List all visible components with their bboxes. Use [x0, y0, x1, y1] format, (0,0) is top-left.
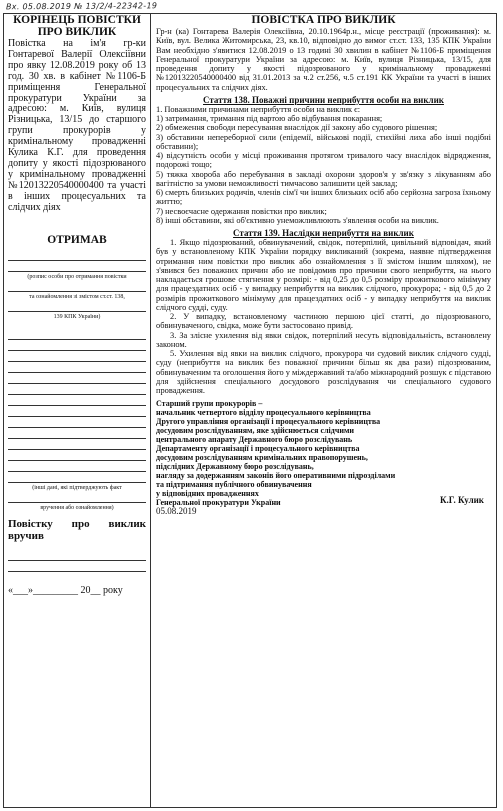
article-139-body: [151, 238, 496, 395]
signer-title-line: центрального апарату Державного бюро розслідувань: [156, 435, 353, 445]
stub-title: КОРІНЕЦЬ ПОВІСТКИ ПРО ВИКЛИК: [13, 14, 141, 38]
notice-column: [151, 14, 496, 807]
signature-line: [8, 406, 146, 417]
caption-other-data: (інші дані, які підтверджують факт: [32, 484, 122, 491]
signature-line: [8, 472, 146, 483]
article-138-item: 1. Поважними причинами неприбуття особи на виклик є:: [156, 104, 361, 114]
signer-title-line: та підтримання публічного обвинувачення: [156, 480, 312, 490]
signature-line: [8, 417, 146, 428]
signer-title-line: Другого управління організації і процесуального керівництва: [156, 417, 381, 427]
signer-title-line: начальник четвертого відділу процесуального керівництва: [156, 408, 371, 418]
article-139-item: 5. Ухилення від явки на виклик слідчого, прокурора чи судовий виклик слідчого судді, суду (неприбуття на виклик без поважної причини більш як два рази) підозрюваним, обвинуваченим та оголошення його у міждержавний та/або міжнародний розшук є підставою для здійснення спеціального досудового розслідування чи спеціального судового провадження.: [156, 349, 491, 395]
article-138-item: 2) обмеження свободи пересування внаслідок дії закону або судового рішення;: [156, 123, 438, 133]
article-138-item: 1) затримання, тримання під вартою або відбування покарання;: [156, 114, 383, 123]
signature-line: [8, 261, 146, 272]
article-139-item: 3. За злісне ухилення від явки свідок, потерпілий несуть відповідальність, встановлену законом.: [156, 330, 491, 349]
signature-line: [8, 492, 146, 503]
summons-form: [3, 13, 497, 808]
signature-line: [8, 450, 146, 461]
article-138-item: 3) обставини непереборної сили (епідемії, військові події, стихійні лиха або інші подібні обставини);: [156, 132, 491, 151]
article-138-item: 8) інші обставини, які об'єктивно унеможливлюють з'явлення особи на виклик.: [156, 215, 439, 225]
signature-line: [8, 301, 146, 312]
stub-paragraph: Повістка на ім'я гр-ки Гонтаревої Валерії Олексіївни про явку 12.08.2019 року об 13 год. 30 хв. в кабінет №1106-Б приміщення Генеральної прокуратури України за адресою: м. Київ, вулиця Різницька, 13/15 до старшого групи прокурорів у кримінальному провадженні Кулика К.Г. для проведення допиту у якості підозрюваного у кримінальному провадженні №12013220540000400 та участі в інших процесуальних та слідчих діях: [8, 38, 146, 213]
delivery-date-line: «___»_________ 20__ року: [8, 584, 123, 596]
article-138-title: Стаття 138. Поважні причини неприбуття особи на виклик: [203, 94, 444, 105]
signer-organization: Генеральної прокуратури України: [156, 498, 281, 508]
article-138-item: 6) смерть близьких родичів, членів сім'ї чи інших близьких осіб або серйозна загроза їхньому життю;: [156, 188, 491, 207]
signature-block: [151, 399, 496, 516]
signature-line: [8, 340, 146, 351]
notice-title: ПОВІСТКА ПРО ВИКЛИК: [251, 14, 396, 26]
signer-title-line: Департаменту організації і процесуального керівництва: [156, 444, 360, 454]
signature-line: [8, 561, 146, 572]
signer-title-line: Старший групи прокурорів –: [156, 399, 263, 409]
article-138-body: [151, 105, 496, 225]
article-139-title: Стаття 139. Наслідки неприбуття на виклик: [233, 228, 414, 238]
signature-line: [8, 250, 146, 261]
signature-line: [8, 395, 146, 406]
signer-title-line: у відповідних провадженнях: [156, 489, 259, 499]
signer-title-line: досудовим розслідуванням кримінальних правопорушень,: [156, 453, 368, 463]
notice-date: 05.08.2019: [156, 506, 197, 517]
received-title: ОТРИМАВ: [47, 233, 107, 246]
article-138-item: 7) несвоєчасне одержання повістки про виклик;: [156, 206, 327, 216]
article-139-item: 1. Якщо підозрюваний, обвинувачений, свідок, потерпілий, цивільний відповідач, який був у встановленому КПК України порядку викликаний (зокрема, наявне підтвердження отримання ним повістки про виклик або ознайомлення з її змістом іншим шляхом), не з'явився без поважних причин або не повідомив про причини свого неприбуття, на нього накладається грошове стягнення у розмірі: - від 0,25 до 0,5 розміру прожиткового мінімуму для працездатних осіб - у випадку неприбуття на виклик слідчого, прокурора; - від 0,5 до 2 розмірів прожиткового мінімуму для працездатних осіб - у випадку неприбуття на виклик слідчого судді, суду.: [156, 238, 491, 312]
signature-line: [8, 351, 146, 362]
caption-code: 139 КПК України): [53, 313, 101, 320]
signature-line: [8, 428, 146, 439]
caption-receipt: (розпис особи про отримання повістки: [27, 273, 127, 280]
signature-line: [8, 373, 146, 384]
signer-title-line: досудовим розслідуванням, яке здійснюється слідчими: [156, 426, 354, 436]
handwritten-registration-note: Вх. 05.08.2019 № 13/2/4-22342-19: [5, 1, 158, 12]
article-139-item: 2. У випадку, встановленому частиною першою цієї статті, до підозрюваного, обвинуваченого, свідка, може бути застосовано привід.: [156, 312, 491, 331]
signature-line: [8, 550, 146, 561]
article-138-item: 5) тяжка хвороба або перебування в закладі охорони здоров'я у зв'язку з лікуванням або вагітністю за умови неможливості тимчасово залишити цей заклад;: [156, 169, 491, 188]
signer-name: К.Г. Кулик: [440, 495, 484, 506]
signature-line: [8, 384, 146, 395]
signer-title-line: [151, 495, 496, 508]
signature-line: [8, 281, 146, 292]
delivered-by-label: Повістку про виклик вручив: [8, 517, 146, 542]
signer-title-line: підслідних Державному бюро розслідувань,: [156, 462, 314, 472]
caption-familiarization: та ознайомлення зі змістом ст.ст. 138,: [29, 293, 125, 300]
signature-line: [8, 461, 146, 472]
signature-line: [8, 329, 146, 340]
notice-paragraph: Гр-н (ка) Гонтарева Валерія Олексіївна, 20.10.1964р.н., місце реєстрації (проживання): м. Київ, вул. Велика Житомирська, 23, кв.10, відповідно до вимог ст.ст. 133, 135 КПК України Вам необхідно з'явитися 12.08.2019 о 13 годині 30 хвилин в кабінет №1106-Б приміщення Генеральної прокуратури України за адресою: м. Київ, вулиця Різницька, 13/15, для проведення допиту у якості підозрюваного у кримінальному провадженні №12013220540000400 від 31.01.2013 за ч.2 ст.256, ч.5 ст.191 КК України та участі в інших процесуальних та слідчих діях.: [156, 27, 491, 92]
article-138-item: 4) відсутність особи у місці проживання протягом тривалого часу внаслідок відрядження, подорожі тощо;: [156, 151, 491, 170]
stub-column: [4, 14, 151, 807]
caption-delivery: вручення або ознайомлення): [40, 504, 114, 511]
signature-line: [8, 362, 146, 373]
signer-title-line: нагляду за додержанням законів його оперативними підрозділами: [156, 471, 396, 481]
signature-line: [8, 439, 146, 450]
